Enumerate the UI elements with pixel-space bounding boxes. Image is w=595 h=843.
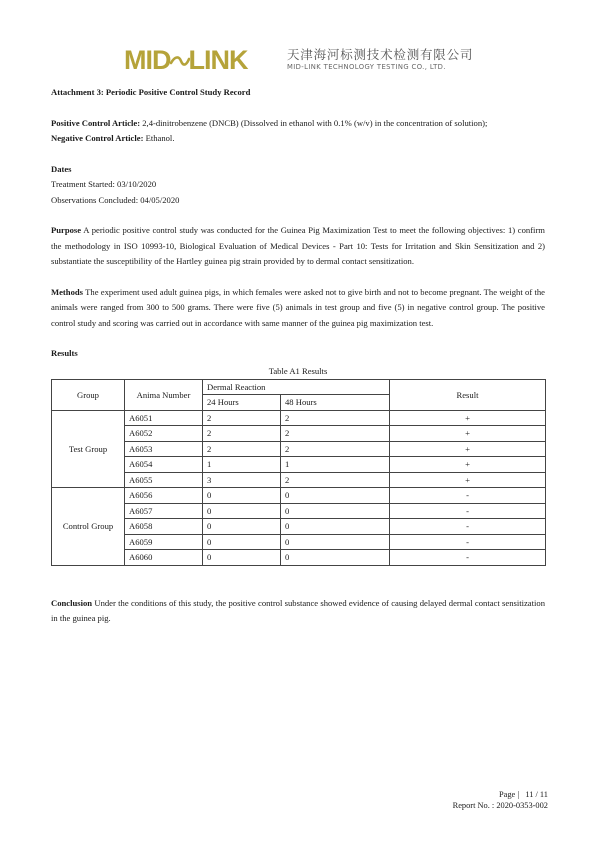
- positive-control-paragraph: [51, 116, 545, 132]
- animal-number-cell: A6056: [125, 488, 203, 504]
- table-row: [52, 472, 546, 488]
- page-total: 11: [539, 790, 548, 799]
- animal-number-cell: A6059: [125, 534, 203, 550]
- negative-control-text: Ethanol.: [143, 133, 175, 143]
- purpose-text: A periodic positive control study was conducted for the Guinea Pig Maximization Test to meet the following objectives: 1) confirm the methodology in ISO 10993-10, Biological Evaluation of Medical Devices - Part 10: Tests for Irritation and Skin Sensitization and 2) substantiate the susceptibility of the Hartley guinea pig strain provided by to dermal contact sensitization.: [51, 225, 545, 266]
- positive-control-text: 2,4-dinitrobenzene (DNCB) (Dissolved in ethanol with 0.1% (w/v) in the concentration of solution);: [140, 117, 488, 128]
- table-row: [52, 519, 546, 535]
- reaction-48h-cell: 2: [281, 410, 390, 426]
- reaction-24h-cell: 0: [203, 503, 281, 519]
- table-row: [52, 441, 546, 457]
- page-footer: [453, 789, 548, 811]
- animal-number-cell: A6052: [125, 426, 203, 442]
- methods-label: Methods: [51, 286, 83, 297]
- reaction-24h-cell: 1: [203, 457, 281, 473]
- reaction-48h-cell: 1: [281, 457, 390, 473]
- logo-text-right: LINK: [188, 45, 248, 76]
- result-cell: +: [390, 426, 546, 442]
- reaction-24h-cell: 0: [203, 519, 281, 535]
- reaction-24h-cell: 3: [203, 472, 281, 488]
- logo-wave-icon: [170, 54, 190, 68]
- attachment-title: Attachment 3: Periodic Positive Control Study Record: [51, 87, 251, 97]
- table-row: [52, 503, 546, 519]
- page-separator: /: [535, 790, 538, 799]
- animal-number-cell: A6053: [125, 441, 203, 457]
- negative-control-paragraph: [51, 131, 545, 147]
- col-header-dermal: Dermal Reaction: [203, 380, 390, 395]
- animal-number-cell: A6057: [125, 503, 203, 519]
- page-current: 11: [525, 790, 534, 799]
- company-name-cn: 天津海河标测技术检测有限公司: [287, 47, 474, 62]
- dates-heading: Dates: [51, 163, 72, 174]
- group-name-cell: Control Group: [52, 488, 125, 566]
- logo-text-left: MID: [124, 45, 171, 76]
- reaction-24h-cell: 0: [203, 488, 281, 504]
- page-number: [453, 789, 548, 800]
- results-table: [51, 379, 546, 566]
- conclusion-text: Under the conditions of this study, the positive control substance showed evidence of causing delayed dermal contact sensitization in the guinea pig.: [51, 597, 545, 623]
- conclusion-label: Conclusion: [51, 597, 93, 608]
- reaction-48h-cell: 0: [281, 488, 390, 504]
- result-cell: -: [390, 503, 546, 519]
- results-heading: Results: [51, 348, 78, 358]
- table-caption: Table A1 Results: [268, 365, 328, 376]
- animal-number-cell: A6055: [125, 472, 203, 488]
- document-body: [51, 85, 545, 627]
- col-header-group: Group: [52, 380, 125, 411]
- col-header-animal: Anima Number: [125, 380, 203, 411]
- page-header: [0, 44, 595, 78]
- result-cell: -: [390, 534, 546, 550]
- animal-number-cell: A6060: [125, 550, 203, 566]
- result-cell: -: [390, 519, 546, 535]
- col-header-result: Result: [390, 380, 546, 411]
- reaction-24h-cell: 2: [203, 441, 281, 457]
- company-logo: [124, 44, 248, 78]
- purpose-paragraph: [51, 223, 545, 270]
- negative-control-label: Negative Control Article:: [51, 133, 144, 143]
- methods-text: The experiment used adult guinea pigs, in which females were asked not to give birth and not to become pregnant. The weight of the animals were ranged from 300 to 500 grams. There were five (5) animals in test group and five (5) in negative control group. The positive control study and scoring was carried out in accordance with same manner of the guinea pig maximization test.: [51, 286, 545, 328]
- result-cell: +: [390, 410, 546, 426]
- result-cell: +: [390, 457, 546, 473]
- table-row: [52, 488, 546, 504]
- result-cell: +: [390, 472, 546, 488]
- reaction-48h-cell: 0: [281, 550, 390, 566]
- results-table-body: [52, 410, 546, 565]
- purpose-label: Purpose: [51, 225, 82, 235]
- reaction-48h-cell: 0: [281, 503, 390, 519]
- reaction-48h-cell: 2: [281, 441, 390, 457]
- reaction-24h-cell: 0: [203, 534, 281, 550]
- animal-number-cell: A6058: [125, 519, 203, 535]
- table-row: [52, 457, 546, 473]
- result-cell: -: [390, 488, 546, 504]
- methods-paragraph: [51, 285, 545, 332]
- table-row: [52, 410, 546, 426]
- result-cell: +: [390, 441, 546, 457]
- company-name: [287, 47, 473, 72]
- col-header-24h: 24 Hours: [203, 395, 281, 411]
- reaction-24h-cell: 2: [203, 410, 281, 426]
- conclusion-paragraph: [51, 596, 545, 627]
- table-row: [52, 550, 546, 566]
- reaction-48h-cell: 2: [281, 426, 390, 442]
- group-name-cell: Test Group: [52, 410, 125, 488]
- animal-number-cell: A6051: [125, 410, 203, 426]
- reaction-48h-cell: 0: [281, 534, 390, 550]
- animal-number-cell: A6054: [125, 457, 203, 473]
- table-row: [52, 534, 546, 550]
- treatment-started: Treatment Started: 03/10/2020: [51, 179, 157, 189]
- report-number: Report No. : 2020-0353-002: [452, 801, 548, 810]
- table-row: [52, 426, 546, 442]
- page-label: Page |: [498, 790, 520, 799]
- reaction-48h-cell: 2: [281, 472, 390, 488]
- reaction-24h-cell: 2: [203, 426, 281, 442]
- reaction-24h-cell: 0: [203, 550, 281, 566]
- result-cell: -: [390, 550, 546, 566]
- observations-concluded: Observations Concluded: 04/05/2020: [51, 194, 180, 205]
- col-header-48h: 48 Hours: [281, 395, 390, 411]
- reaction-48h-cell: 0: [281, 519, 390, 535]
- positive-control-label: Positive Control Article:: [51, 117, 141, 128]
- company-name-en: MID-LINK TECHNOLOGY TESTING CO., LTD.: [287, 63, 446, 71]
